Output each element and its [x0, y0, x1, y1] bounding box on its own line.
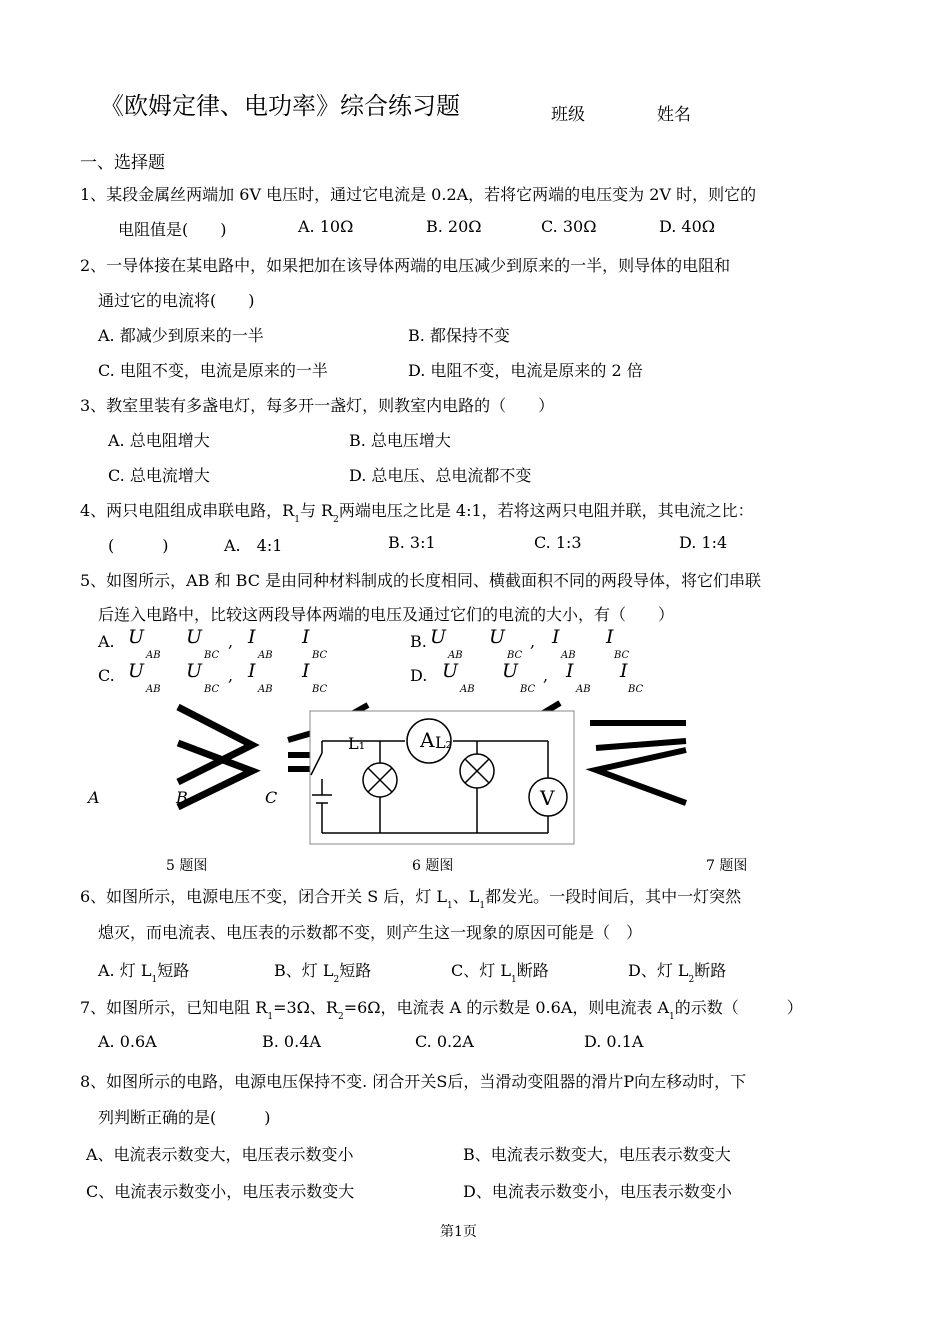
q1-option-c: C. 30Ω: [541, 217, 597, 236]
q2-line2: 通过它的电流将( ): [98, 291, 255, 310]
figure6-caption: 6 题图: [412, 858, 454, 874]
q8-option-c: C、电流表示数变小，电压表示数变大: [86, 1182, 355, 1201]
q4-option-c: C. 1:3: [534, 533, 582, 552]
q7-option-a: A. 0.6A: [98, 1032, 157, 1051]
q5-c-i2: I: [302, 660, 310, 682]
q6-a-sub: 1: [151, 975, 158, 985]
q3-option-d: D. 总电压、总电流都不变: [349, 466, 532, 485]
q6-line1-a: 6、如图所示，电源电压不变，闭合开关 S 后，灯 L: [80, 887, 448, 906]
q6-sub2: 1: [479, 901, 486, 911]
q5-a-comma: ,: [228, 632, 234, 651]
q6-b-post: 短路: [339, 961, 372, 980]
q6-c-text: C、灯 L: [451, 961, 511, 980]
figure7-caption: 7 题图: [706, 858, 748, 874]
q4-option-d: D. 1:4: [679, 533, 728, 552]
lamp2-label: L₂: [435, 733, 453, 752]
q6-line1-b: 、L: [452, 887, 480, 906]
q3-line1: 3、教室里装有多盏电灯，每多开一盏灯，则教室内电路的（ ）: [80, 396, 555, 415]
q5-d-i2-sub: BC: [628, 684, 644, 695]
q5-a-u2-sub: BC: [204, 650, 220, 661]
q4-pre: 4、两只电阻组成串联电路，R: [80, 501, 295, 520]
q7-sub2: 2: [337, 1012, 344, 1022]
q7-option-c: C. 0.2A: [415, 1032, 474, 1051]
q5-c-comma: ,: [228, 666, 234, 685]
q1-option-d: D. 40Ω: [659, 217, 716, 236]
q7-mid1: =3Ω、R: [273, 998, 338, 1017]
figure5-label-b: B: [176, 788, 188, 807]
q3-option-c: C. 总电流增大: [108, 466, 210, 485]
q6-sub1: 1: [447, 901, 453, 911]
q2-line1: 2、一导体接在某电路中，如果把加在该导体两端的电压减少到原来的一半，则导体的电阻和: [80, 256, 731, 275]
q6-line1-c: 都发光。一段时间后，其中一灯突然: [485, 887, 742, 906]
q4-post: 两端电压之比是 4:1，若将这两只电阻并联，其电流之比：: [338, 501, 754, 520]
q8-option-a: A、电流表示数变大，电压表示数变小: [86, 1145, 354, 1164]
q5-b-comma: ,: [530, 632, 536, 651]
q5-c-i1-sub: AB: [258, 684, 273, 695]
q5-d-u2: U: [502, 660, 519, 682]
q5-b-u2: U: [489, 626, 506, 648]
q3-option-b: B. 总电压增大: [349, 431, 451, 450]
q7-line1: [80, 995, 803, 1022]
q1-option-a: A. 10Ω: [298, 217, 354, 236]
q5-d-i2: I: [620, 660, 628, 682]
q6-option-b: [274, 958, 372, 985]
q5-b-i2-sub: BC: [614, 650, 630, 661]
q6-a-post: 短路: [157, 961, 190, 980]
q8-line2: 列判断正确的是( ): [98, 1108, 271, 1127]
name-label: 姓名: [657, 105, 691, 125]
q2-option-d: D. 电阻不变，电流是原来的 2 倍: [408, 361, 643, 380]
voltmeter-label: V: [540, 786, 555, 810]
q5-a-u1-sub: AB: [146, 650, 161, 661]
figure5-label-c: C: [265, 788, 278, 807]
q5-a-i2: I: [302, 626, 310, 648]
q5-d-comma: ,: [543, 666, 549, 685]
q6-line2: 熄灭，而电流表、电压表的示数都不变，则产生这一现象的原因可能是（ ）: [98, 923, 643, 942]
q6-line1: [80, 884, 742, 911]
q5-a-i1-sub: AB: [258, 650, 273, 661]
q5-a-u2: U: [186, 626, 203, 648]
q7-option-d: D. 0.1A: [584, 1032, 644, 1051]
figure-area: [0, 695, 950, 895]
q4-mid: 与 R: [299, 501, 334, 520]
figure6-circuit: [310, 711, 574, 844]
page-title: 《欧姆定律、电功率》综合练习题: [100, 92, 460, 120]
q6-d-text: D、灯 L: [628, 961, 689, 980]
figure5-caption: 5 题图: [166, 858, 208, 874]
q1-line2: 电阻值是( ): [118, 220, 227, 239]
r1-subscript: 1: [294, 515, 300, 525]
q5-a-u1: U: [128, 626, 145, 648]
q2-option-b: B. 都保持不变: [408, 326, 510, 345]
q6-option-a: [98, 958, 190, 985]
q5-b-u1: U: [430, 626, 447, 648]
q5-c-i1: I: [248, 660, 256, 682]
ammeter-label: A: [420, 728, 435, 752]
q2-option-a: A. 都减少到原来的一半: [98, 326, 264, 345]
q6-option-d: [628, 958, 727, 985]
q6-c-sub: 1: [510, 975, 517, 985]
q7-pre: 7、如图所示，已知电阻 R: [80, 998, 268, 1017]
q7-option-b: B. 0.4A: [262, 1032, 321, 1051]
q6-b-sub: 2: [333, 975, 340, 985]
lamp1-label: L₁: [348, 734, 366, 753]
q6-c-post: 断路: [516, 961, 549, 980]
q1-option-b: B. 20Ω: [426, 217, 482, 236]
q5-d-u2-sub: BC: [520, 684, 536, 695]
q5-b-i1-sub: AB: [561, 650, 576, 661]
section-heading: 一、选择题: [80, 153, 165, 173]
q5-c-u1: U: [128, 660, 145, 682]
q5-option-b: B.: [410, 632, 427, 651]
q7-mid2: =6Ω，电流表 A 的示数是 0.6A，则电流表 A: [343, 998, 670, 1017]
q5-option-d: D.: [410, 666, 428, 685]
q8-line1: 8、如图所示的电路，电源电压保持不变. 闭合开关S后，当滑动变阻器的滑片P向左移动时，下: [80, 1072, 747, 1091]
class-label: 班级: [551, 105, 585, 125]
figure-left-stubs: [288, 733, 312, 769]
q6-b-text: B、灯 L: [274, 961, 334, 980]
r2-subscript: 2: [333, 515, 339, 525]
q5-d-u1-sub: AB: [460, 684, 475, 695]
q6-a-text: A. 灯 L: [98, 961, 152, 980]
q5-d-i1: I: [566, 660, 574, 682]
q5-d-u1: U: [442, 660, 459, 682]
q3-option-a: A. 总电阻增大: [108, 431, 210, 450]
q5-c-u1-sub: AB: [146, 684, 161, 695]
q6-option-c: [451, 958, 549, 985]
q5-d-i1-sub: AB: [576, 684, 591, 695]
figure5-conductor-drawing: [178, 707, 252, 807]
q4-option-a: A. 4:1: [224, 536, 283, 555]
figure5-label-a: A: [88, 788, 100, 807]
q5-b-u1-sub: AB: [448, 650, 463, 661]
page-number: 第1页: [440, 1224, 477, 1240]
q5-c-u2-sub: BC: [204, 684, 220, 695]
q5-option-c: C.: [98, 666, 115, 685]
q8-option-d: D、电流表示数变小，电压表示数变小: [463, 1182, 732, 1201]
q5-b-u2-sub: BC: [507, 650, 523, 661]
q4-line1: [80, 498, 754, 525]
q5-line1: 5、如图所示，AB 和 BC 是由同种材料制成的长度相同、横截面积不同的两段导体，将它们串联: [80, 571, 762, 590]
q7-sub3: 1: [669, 1012, 675, 1022]
q4-blank: ( ): [108, 536, 169, 555]
q5-a-i1: I: [248, 626, 256, 648]
q5-option-a: A.: [98, 632, 115, 651]
q1-line1: 1、某段金属丝两端加 6V 电压时，通过它电流是 0.2A，若将它两端的电压变为 2V 时，则它的: [80, 185, 757, 204]
q4-option-b: B. 3:1: [388, 533, 436, 552]
q5-b-i2: I: [606, 626, 614, 648]
q5-a-i2-sub: BC: [312, 650, 328, 661]
q8-option-b: B、电流表示数变大，电压表示数变大: [463, 1145, 731, 1164]
q5-b-i1: I: [552, 626, 560, 648]
q5-line2: 后连入电路中，比较这两段导体两端的电压及通过它们的电流的大小，有（ ）: [98, 605, 675, 624]
q2-option-c: C. 电阻不变，电流是原来的一半: [98, 361, 328, 380]
q5-c-i2-sub: BC: [312, 684, 328, 695]
q7-post: 的示数（ ）: [674, 998, 803, 1017]
q6-d-post: 断路: [694, 961, 727, 980]
q7-sub1: 1: [267, 1012, 274, 1022]
q5-c-u2: U: [186, 660, 203, 682]
q6-d-sub: 2: [688, 975, 695, 985]
